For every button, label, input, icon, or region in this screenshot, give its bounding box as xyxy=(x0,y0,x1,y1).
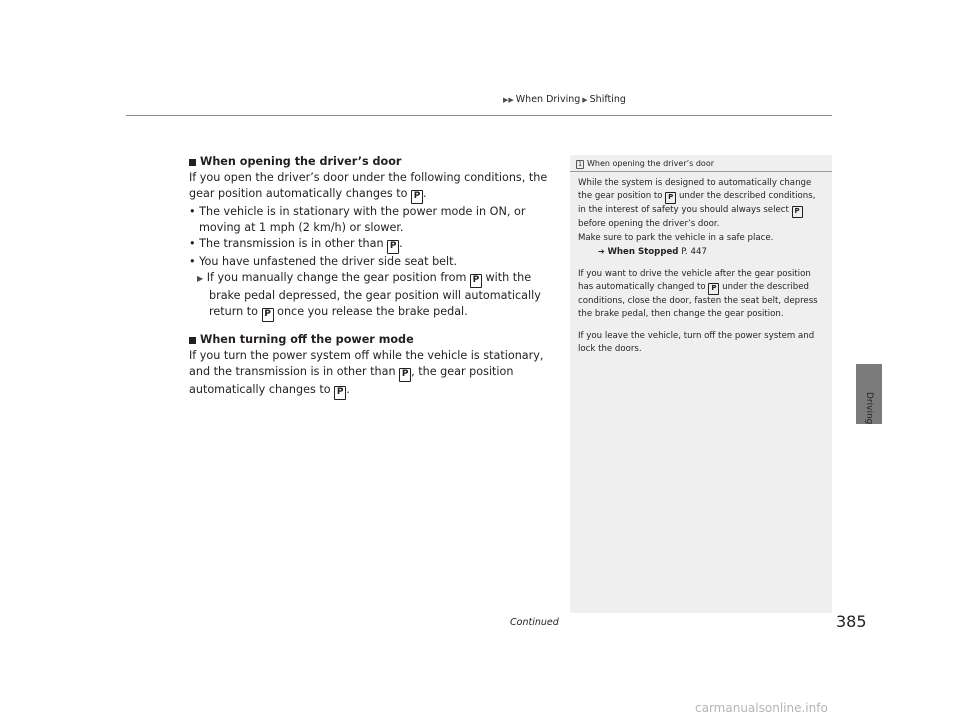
breadcrumb-shifting[interactable]: Shifting xyxy=(589,94,626,105)
reference-arrow-icon: ➔ xyxy=(598,247,605,257)
sidebar-paragraph: While the system is designed to automatically change the gear position to P under the described conditions, in the interest of safety you should always select P before opening the driver’s door. xyxy=(578,178,816,230)
chapter-tab-label: Driving xyxy=(864,392,874,425)
main-content xyxy=(189,154,559,400)
p-key-icon: P xyxy=(665,192,676,204)
continued-label: Continued xyxy=(510,617,559,628)
breadcrumb-when-driving[interactable]: When Driving xyxy=(515,94,581,105)
power-text: If you turn the power system off while the vehicle is stationary, and the transmission is in other than P , the gear position automatically changes to P . xyxy=(189,348,559,400)
p-key-icon: P xyxy=(792,206,803,218)
section-heading-power: When turning off the power mode xyxy=(189,332,559,348)
p-key-icon: P xyxy=(334,386,346,400)
p-key-icon: P xyxy=(708,283,719,295)
sidebar-paragraph: If you want to drive the vehicle after the gear position has automatically changed to P under the described conditions, close the door, fasten the seat belt, depress the brake pedal, then change the gear position. xyxy=(578,268,818,320)
sidebar-paragraph: Make sure to park the vehicle in a safe place. xyxy=(578,232,774,243)
sidebar-note xyxy=(570,155,832,613)
sub-item: ▶ If you manually change the gear position from P with the brake pedal depressed, the gear position will automatically return to P once you release the brake pedal. xyxy=(189,270,559,322)
p-key-icon: P xyxy=(387,240,399,254)
intro-text: If you open the driver’s door under the following conditions, the gear position automatically changes to P . xyxy=(189,170,559,204)
p-key-icon: P xyxy=(411,190,423,204)
section-heading-door: When opening the driver’s door xyxy=(189,154,559,170)
square-bullet-icon xyxy=(189,159,196,166)
square-bullet-icon xyxy=(189,337,196,344)
sidebar-title: 1 When opening the driver’s door xyxy=(570,155,832,172)
bullet-item: • You have unfastened the driver side seat belt. xyxy=(189,255,458,268)
sidebar-paragraph: If you leave the vehicle, turn off the power system and lock the doors. xyxy=(578,330,815,355)
bullet-item: • The transmission is in other than P . xyxy=(189,236,559,254)
p-key-icon: P xyxy=(262,308,274,322)
p-key-icon: P xyxy=(470,274,482,288)
page-number: 385 xyxy=(836,612,867,631)
watermark: carmanualsonline.info xyxy=(695,701,828,715)
header-rule xyxy=(126,115,832,116)
page-reference-link[interactable]: ➔ When Stopped P. 447 xyxy=(598,247,707,258)
breadcrumb xyxy=(503,94,626,105)
arrow-right-icon: ▶ xyxy=(197,274,204,283)
triangle-right-icon: ▶▶ xyxy=(503,95,514,104)
p-key-icon: P xyxy=(399,368,411,382)
note-icon: 1 xyxy=(576,160,584,169)
triangle-right-icon: ▶ xyxy=(582,95,588,104)
bullet-item: • The vehicle is in stationary with the power mode in ON, or moving at 1 mph (2 km/h) or slower. xyxy=(189,205,526,234)
